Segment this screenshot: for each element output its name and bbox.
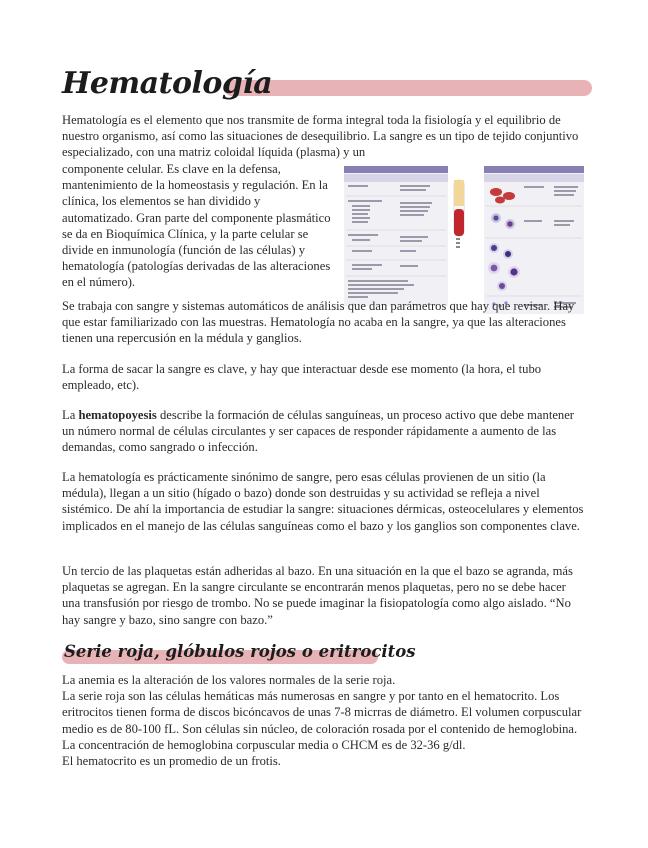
hematopoiesis-prefix: La <box>62 408 79 422</box>
intro-paragraph-float: componente celular. Es clave en la defensa, mantenimiento de la homeostasis y regulación. En la clínica, los elementos se han dividido y automatizado. Gran parte del componente plasmático se da en Bioquímica Clínica, y la parte celular se divide en inmunología (función de las células) y hematología (patologías derivadas de las alteraciones en el número). <box>62 162 331 290</box>
paragraph-automated-analysis: Se trabaja con sangre y sistemas automáticos de análisis que dan parámetros que hay que revisar. Hay que estar familiarizado con las muestras. Hematología no acaba en la sangre, ya que las alteraciones tienen una repercusión en la médula y ganglios. <box>62 299 575 346</box>
intro-paragraph-top: Hematología es el elemento que nos transmite de forma integral toda la fisiología y el equilibrio de nuestro organismo, así como las situaciones de desequilibrio. La sangre es un tipo de tejido conjuntivo especializado, con una matriz coloidal líquida (plasma) y un <box>62 113 579 160</box>
paragraph-hematology-synonym: La hematología es prácticamente sinónimo de sangre, pero esas células provienen de un sitio (la médula), llegan a un sitio (hígado o bazo) donde son destruidas y su actividad se refleja a nivel sistémico. De ahí la importancia de estudiar la sangre: situaciones dérmicas, osteocelulares y elementos implicados en el manejo de las células sanguíneas como el bazo y los ganglios son componentes clave. <box>62 470 584 533</box>
blood-tube-illustration <box>454 180 464 248</box>
formed-elements-header <box>484 166 584 173</box>
section-heading: Serie roja, glóbulos rojos o eritrocitos <box>64 642 416 661</box>
plasma-table-colheader <box>344 174 448 182</box>
formed-elements-colheader <box>484 174 584 182</box>
page-title: Hematología <box>62 66 273 101</box>
paragraph-platelets-spleen: Un tercio de las plaquetas están adheridas al bazo. En una situación en la que el bazo se agranda, más plaquetas se agregan. En la sangre circulante se encontrarán menos plaquetas, pero no se debe hacer una transfusión por riesgo de trombo. No se puede imaginar la fisiopatología como algo aislado. “No hay sangre y bazo, sino sangre con bazo.” <box>62 564 573 627</box>
red-series-line: El hematocrito es un promedio de un frotis. <box>62 754 281 769</box>
section-heading-block <box>62 642 416 666</box>
title-block <box>62 66 592 106</box>
paragraph-hematopoiesis <box>62 407 584 456</box>
plasma-table-header <box>344 166 448 173</box>
red-series-line: La anemia es la alteración de los valores normales de la serie roja. <box>62 673 396 687</box>
paragraph-red-series <box>62 672 584 769</box>
formed-elements-table <box>484 166 584 314</box>
title-highlight-bar <box>224 80 592 96</box>
red-series-line: La serie roja son las células hemáticas más numerosas en sangre y por tanto en el hematocrito. Los eritrocitos tienen forma de discos bicóncavos de unas 7-8 micrras de diámetro. El volumen corpuscular medio es de 80-100 fL. Son células sin núcleo, de coloración rosada por el contenido de hemoglobina. La concentración de hemoglobina corpuscular media o CHCM es de 32-36 g/dl. <box>62 689 582 752</box>
blood-composition-figure <box>344 166 584 314</box>
hematopoiesis-text: describe la formación de células sanguíneas, un proceso activo que debe mantener un número normal de células circulantes y ser capaces de responder rápidamente a aumento de las demandas, como sangrado o infección. <box>62 408 574 455</box>
paragraph-blood-extraction: La forma de sacar la sangre es clave, y hay que interactuar desde ese momento (la hora, el tubo empleado, etc). <box>62 362 542 393</box>
hematopoiesis-term: hematopoyesis <box>78 408 157 422</box>
